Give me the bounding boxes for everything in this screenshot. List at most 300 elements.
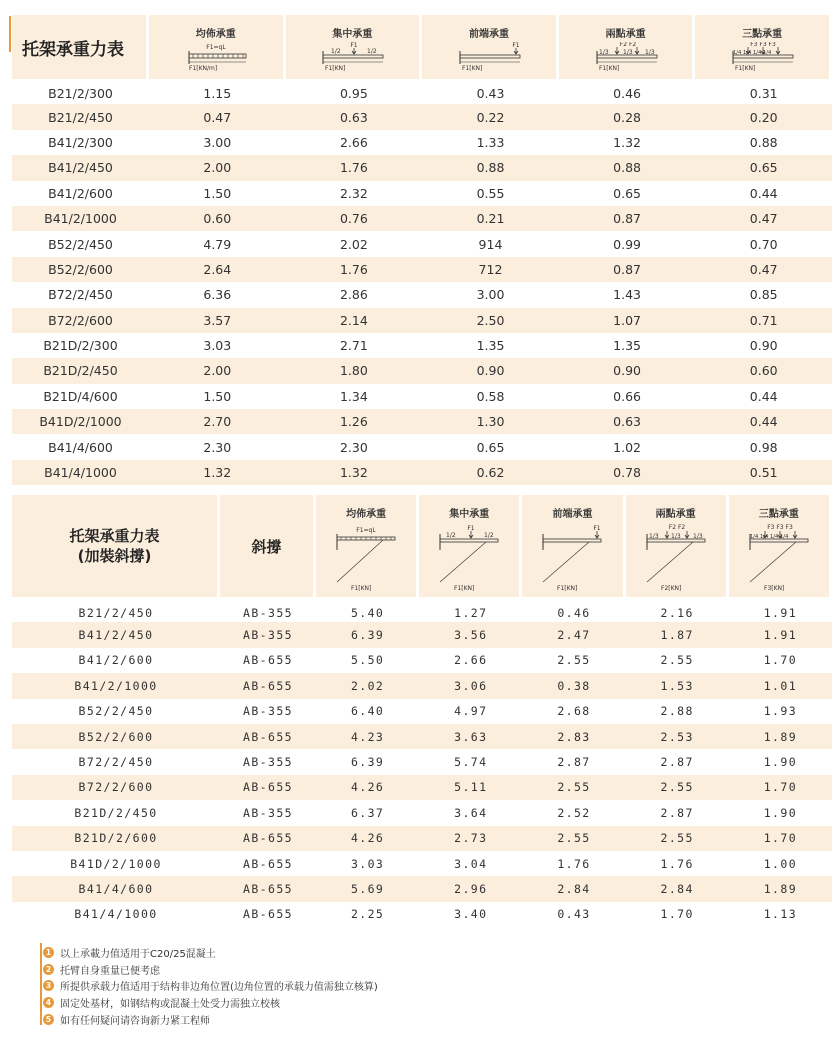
value-cell: 2.87 [557,755,591,770]
table-row [12,622,832,647]
value-cell: 1.91 [763,605,798,620]
svg-text:F1[KN]: F1[KN] [735,65,756,72]
svg-text:F3 F3 F3: F3 F3 F3 [750,42,776,48]
svg-text:F1[KN]: F1[KN] [461,65,483,72]
svg-text:F1=qL: F1=qL [356,527,376,534]
table-row [12,282,832,307]
model-cell: B41D/2/1000 [70,856,162,871]
svg-text:1/4 1/4 1/4 1/4: 1/4 1/4 1/4 1/4 [733,50,772,56]
value-cell: 0.38 [522,673,625,698]
value-cell: 1.00 [763,856,798,871]
value-cell: 1.35 [476,338,505,354]
header-label: 三點承重 [758,509,799,520]
svg-text:1/3: 1/3 [670,533,681,540]
value-cell: 2.55 [626,826,729,851]
value-cell: 1.80 [286,358,423,383]
value-cell: 1.26 [286,409,423,434]
value-cell: 2.30 [203,439,232,455]
model-cell: B72/2/600 [12,308,149,333]
header-label: 集中承重 [332,29,373,40]
svg-text:1/2: 1/2 [367,48,378,55]
svg-text:1/3: 1/3 [622,49,633,56]
table-row [12,775,832,800]
value-cell: 1.76 [660,856,694,871]
header-label: 均佈承重 [195,29,236,40]
header-three-point-load [729,495,832,597]
value-cell: 0.47 [695,257,832,282]
value-cell: 2.02 [316,673,419,698]
value-cell: 0.88 [422,155,559,180]
value-cell: 0.65 [476,439,505,455]
value-cell: 3.40 [454,907,488,922]
value-cell: 0.85 [749,287,778,303]
value-cell: 3.63 [419,724,522,749]
value-cell: 1.89 [729,876,832,901]
table-row [12,409,832,434]
value-cell: AB-355 [220,622,316,647]
model-cell: B41/4/600 [48,439,113,455]
value-cell: 1.70 [660,907,694,922]
table-row [12,104,832,129]
value-cell: 2.84 [522,876,625,901]
value-cell: 0.22 [422,104,559,129]
table-title: 托架承重力表 [12,15,149,79]
table-row [12,699,832,724]
model-cell: B52/2/450 [78,704,154,719]
svg-text:1/3: 1/3 [648,533,659,540]
value-cell: 0.28 [559,104,696,129]
model-cell: B21D/4/600 [43,388,118,404]
header-label: 三點承重 [742,29,783,40]
value-cell: 1.76 [286,257,423,282]
model-cell: B52/2/600 [12,257,149,282]
value-cell: 5.50 [350,653,385,668]
svg-text:1/4 1/4 1/4 1/4: 1/4 1/4 1/4 1/4 [749,534,789,540]
table-row [12,308,832,333]
value-cell: 0.60 [695,358,832,383]
two-point-load-diagram [591,42,661,72]
value-cell: 1.76 [557,856,591,871]
note-number-badge: 1 [43,947,54,958]
value-cell: 0.90 [749,338,778,354]
table-row [12,597,832,622]
value-cell: 1.35 [613,338,641,354]
value-cell: 0.43 [557,907,591,922]
table-row [12,673,832,698]
note-item [43,944,378,961]
value-cell: 5.40 [350,605,385,620]
value-cell: 3.57 [149,308,286,333]
table-row [12,155,832,180]
value-cell: 2.30 [339,439,368,455]
note-text: 以上承載力值适用于C20/25混凝土 [60,948,216,960]
braced-uniform-load-diagram [331,522,401,594]
model-cell: B41/4/1000 [74,907,158,922]
header-uniform-load [149,15,286,79]
svg-text:1/2: 1/2 [331,48,342,55]
load-table-braced [12,495,832,927]
header-label: 前端承重 [468,29,509,40]
three-point-load-diagram [727,42,797,72]
value-cell: 3.03 [350,856,385,871]
end-load-diagram [454,42,524,72]
svg-text:F1[KN]: F1[KN] [557,585,578,592]
value-cell: 0.21 [422,206,559,231]
table-title [12,495,220,597]
table-row [12,851,832,876]
braced-end-load-diagram [537,522,607,594]
value-cell: 4.26 [316,826,419,851]
table-row [12,749,832,774]
svg-text:1/3: 1/3 [644,49,655,56]
model-cell: B41/2/300 [48,134,113,150]
value-cell: AB-355 [243,605,293,620]
value-cell: 4.23 [316,724,419,749]
value-cell: 1.50 [203,388,232,404]
table-row [12,384,832,409]
model-cell: B52/2/600 [12,724,220,749]
note-text: 托臂自身重量已便考虑 [60,965,160,977]
value-cell: 0.87 [559,206,696,231]
model-cell: B41/2/600 [78,653,154,668]
value-cell: 0.76 [286,206,423,231]
value-cell: 3.00 [476,287,505,303]
value-cell: 0.99 [613,236,641,252]
value-cell: 5.11 [419,775,522,800]
value-cell: 1.34 [339,388,368,404]
value-cell: 1.70 [763,653,798,668]
table-row [12,876,832,901]
value-cell: 2.66 [339,134,368,150]
header-label: 前端承重 [552,509,593,520]
svg-text:F1[KN]: F1[KN] [598,65,619,72]
table-subtitle-line: (加裝斜撐) [77,547,152,565]
value-cell: 2.68 [557,704,591,719]
value-cell: 2.73 [419,826,522,851]
model-cell: B41/2/450 [12,622,220,647]
table-row [12,130,832,155]
header-label: 兩點承重 [605,29,646,40]
value-cell: 2.16 [660,605,694,620]
table-row [12,79,832,104]
table-row [12,434,832,459]
value-cell: 2.71 [339,338,368,354]
value-cell: 0.31 [749,86,778,102]
model-cell: B21/2/300 [48,86,113,102]
value-cell: 1.70 [729,826,832,851]
value-cell: 4.79 [203,236,232,252]
model-cell: B41/4/600 [12,876,220,901]
value-cell: 3.64 [454,805,488,820]
value-cell: 2.84 [626,876,729,901]
value-cell: 6.39 [316,622,419,647]
svg-text:F2[KN]: F2[KN] [660,585,682,592]
table-row [12,333,832,358]
model-cell: B41D/2/1000 [12,409,149,434]
value-cell: 0.66 [613,388,641,404]
value-cell: 2.55 [522,775,625,800]
value-cell: 0.43 [476,86,505,102]
value-cell: 2.52 [557,805,591,820]
header-three-point-load [695,15,832,79]
value-cell: 3.06 [419,673,522,698]
note-text: 如有任何疑问请咨询新力紧工程师 [60,1016,210,1028]
svg-text:F1[KN]: F1[KN] [351,585,372,592]
svg-text:F2 F2: F2 F2 [668,524,685,531]
value-cell: 2.96 [419,876,522,901]
table-header-row [12,495,832,597]
value-cell: AB-655 [220,673,316,698]
value-cell: 0.70 [749,236,778,252]
value-cell: AB-355 [243,805,293,820]
svg-text:1/3: 1/3 [598,49,609,56]
value-cell: 0.87 [559,257,696,282]
value-cell: 2.55 [660,653,694,668]
value-cell: 2.70 [149,409,286,434]
value-cell: 2.25 [350,907,385,922]
svg-text:F1[KN]: F1[KN] [325,65,346,72]
header-end-load [522,495,625,597]
value-cell: 2.47 [522,622,625,647]
value-cell: AB-355 [243,755,293,770]
note-number-badge: 3 [43,980,54,991]
value-cell: 0.58 [476,388,505,404]
svg-text:F1[KN]: F1[KN] [454,585,475,592]
model-cell: B41/2/1000 [12,206,149,231]
value-cell: 3.56 [419,622,522,647]
svg-text:1/2: 1/2 [484,532,494,539]
value-cell: 1.32 [149,460,286,485]
value-cell: 0.44 [749,388,778,404]
value-cell: 2.32 [339,185,368,201]
table-body [12,597,832,927]
model-cell: B52/2/450 [48,236,113,252]
value-cell: 3.03 [203,338,232,354]
value-cell: 1.43 [613,287,641,303]
value-cell: 1.33 [476,134,505,150]
braced-two-point-load-diagram [641,522,711,594]
value-cell: 1.53 [626,673,729,698]
uniform-load-diagram [181,42,251,72]
value-cell: 0.51 [695,460,832,485]
table-title-line: 托架承重力表 [69,526,160,545]
header-brace: 斜撐 [220,495,316,597]
value-cell: 1.13 [763,907,798,922]
svg-text:F2 F2: F2 F2 [619,42,636,48]
svg-text:F1: F1 [350,42,359,49]
value-cell: 1.07 [559,308,696,333]
value-cell: 2.55 [626,775,729,800]
table-row [12,724,832,749]
model-cell: B21D/2/600 [12,826,220,851]
table-body [12,79,832,485]
header-label: 兩點承重 [655,509,696,520]
model-cell: B21/2/450 [12,104,149,129]
value-cell: 2.53 [626,724,729,749]
note-item [43,1011,378,1028]
value-cell: 1.90 [763,755,798,770]
value-cell: 2.87 [660,755,694,770]
value-cell: 0.78 [559,460,696,485]
value-cell: 4.97 [454,704,488,719]
value-cell: 0.44 [695,409,832,434]
value-cell: 1.87 [626,622,729,647]
value-cell: 1.90 [763,805,798,820]
value-cell: 2.50 [422,308,559,333]
point-load-diagram [317,42,387,72]
braced-three-point-load-diagram [744,522,814,594]
notes-accent-line [40,943,42,1025]
value-cell: 0.98 [749,439,778,455]
value-cell: 1.02 [613,439,641,455]
notes-list [43,944,378,1028]
value-cell: 0.47 [149,104,286,129]
value-cell: 1.32 [286,460,423,485]
value-cell: 5.74 [454,755,488,770]
model-cell: B21/2/450 [78,605,154,620]
value-cell: 0.63 [559,409,696,434]
value-cell: 2.14 [286,308,423,333]
table-row [12,826,832,851]
model-cell: B72/2/600 [12,775,220,800]
value-cell: 1.27 [454,605,488,620]
value-cell: 2.88 [660,704,694,719]
table-row [12,257,832,282]
load-table-basic [12,15,832,485]
value-cell: 1.91 [729,622,832,647]
table-row [12,460,832,485]
table-row [12,800,832,825]
header-end-load [422,15,559,79]
value-cell: 4.26 [316,775,419,800]
model-cell: B41/2/1000 [12,673,220,698]
value-cell: 1.32 [613,134,641,150]
model-cell: B21D/2/450 [12,358,149,383]
svg-text:F1: F1 [467,525,475,532]
value-cell: AB-655 [243,907,293,922]
header-uniform-load [316,495,419,597]
value-cell: 1.15 [203,86,232,102]
note-item [43,961,378,978]
model-cell: B72/2/450 [48,287,113,303]
value-cell: 0.44 [749,185,778,201]
value-cell: 2.02 [339,236,368,252]
value-cell: 0.88 [559,155,696,180]
value-cell: 0.60 [149,206,286,231]
svg-text:1/3: 1/3 [692,533,703,540]
table-header-row [12,15,832,79]
value-cell: 0.90 [559,358,696,383]
braced-point-load-diagram [434,522,504,594]
header-two-point-load [559,15,696,79]
value-cell: 2.55 [522,826,625,851]
value-cell: AB-655 [220,775,316,800]
value-cell: 2.00 [149,358,286,383]
value-cell: AB-655 [220,826,316,851]
value-cell: 0.63 [286,104,423,129]
header-two-point-load [626,495,729,597]
value-cell: 2.87 [660,805,694,820]
svg-text:F1: F1 [512,42,520,49]
value-cell: 0.46 [557,605,591,620]
note-text: 所提供承载力值适用于结构非边角位置(边角位置的承载力值需独立核算) [60,982,378,994]
note-item [43,994,378,1011]
table-row [12,231,832,256]
value-cell: 2.66 [454,653,488,668]
table-row [12,206,832,231]
value-cell: 0.65 [613,185,641,201]
value-cell: 6.39 [350,755,385,770]
value-cell: 0.20 [695,104,832,129]
model-cell: B41/4/1000 [12,460,149,485]
value-cell: 712 [422,257,559,282]
value-cell: 2.86 [339,287,368,303]
value-cell: 1.76 [286,155,423,180]
model-cell: B21D/2/450 [74,805,158,820]
value-cell: 0.46 [613,86,641,102]
table-row [12,358,832,383]
header-label: 均佈承重 [346,509,387,520]
svg-text:F3[KN]: F3[KN] [763,585,785,592]
value-cell: 6.37 [350,805,385,820]
value-cell: 1.01 [729,673,832,698]
header-point-load [286,15,423,79]
value-cell: 2.00 [149,155,286,180]
value-cell: 3.04 [454,856,488,871]
value-cell: 2.55 [557,653,591,668]
note-item [43,978,378,995]
svg-text:F1[KN/m]: F1[KN/m] [188,65,218,72]
value-cell: AB-655 [220,724,316,749]
model-cell: B41/2/450 [12,155,149,180]
value-cell: 914 [478,236,503,252]
model-cell: B21D/2/300 [43,338,118,354]
header-point-load [419,495,522,597]
svg-text:F3 F3 F3: F3 F3 F3 [767,524,793,531]
value-cell: 0.55 [476,185,505,201]
title-accent-bar [9,16,11,52]
value-cell: AB-655 [243,653,293,668]
note-number-badge: 4 [43,997,54,1008]
note-text: 固定处基材，如钢结构或混凝土处受力需独立校核 [60,999,280,1011]
note-number-badge: 2 [43,964,54,975]
value-cell: 0.90 [422,358,559,383]
value-cell: 1.89 [729,724,832,749]
value-cell: 0.71 [695,308,832,333]
value-cell: 0.62 [422,460,559,485]
value-cell: 0.65 [695,155,832,180]
value-cell: 0.88 [749,134,778,150]
value-cell: 0.47 [695,206,832,231]
note-number-badge: 5 [43,1014,54,1025]
value-cell: AB-355 [243,704,293,719]
value-cell: 0.95 [339,86,368,102]
model-cell: B72/2/450 [78,755,154,770]
value-cell: 6.40 [350,704,385,719]
value-cell: AB-655 [243,856,293,871]
value-cell: 2.64 [149,257,286,282]
svg-text:F1=qL: F1=qL [206,44,226,51]
value-cell: 1.50 [203,185,232,201]
model-cell: B41/2/600 [48,185,113,201]
table-row [12,181,832,206]
svg-text:F1: F1 [593,525,602,532]
value-cell: 6.36 [203,287,232,303]
value-cell: 5.69 [316,876,419,901]
value-cell: 3.00 [203,134,232,150]
value-cell: 2.83 [522,724,625,749]
header-label: 集中承重 [449,509,490,520]
